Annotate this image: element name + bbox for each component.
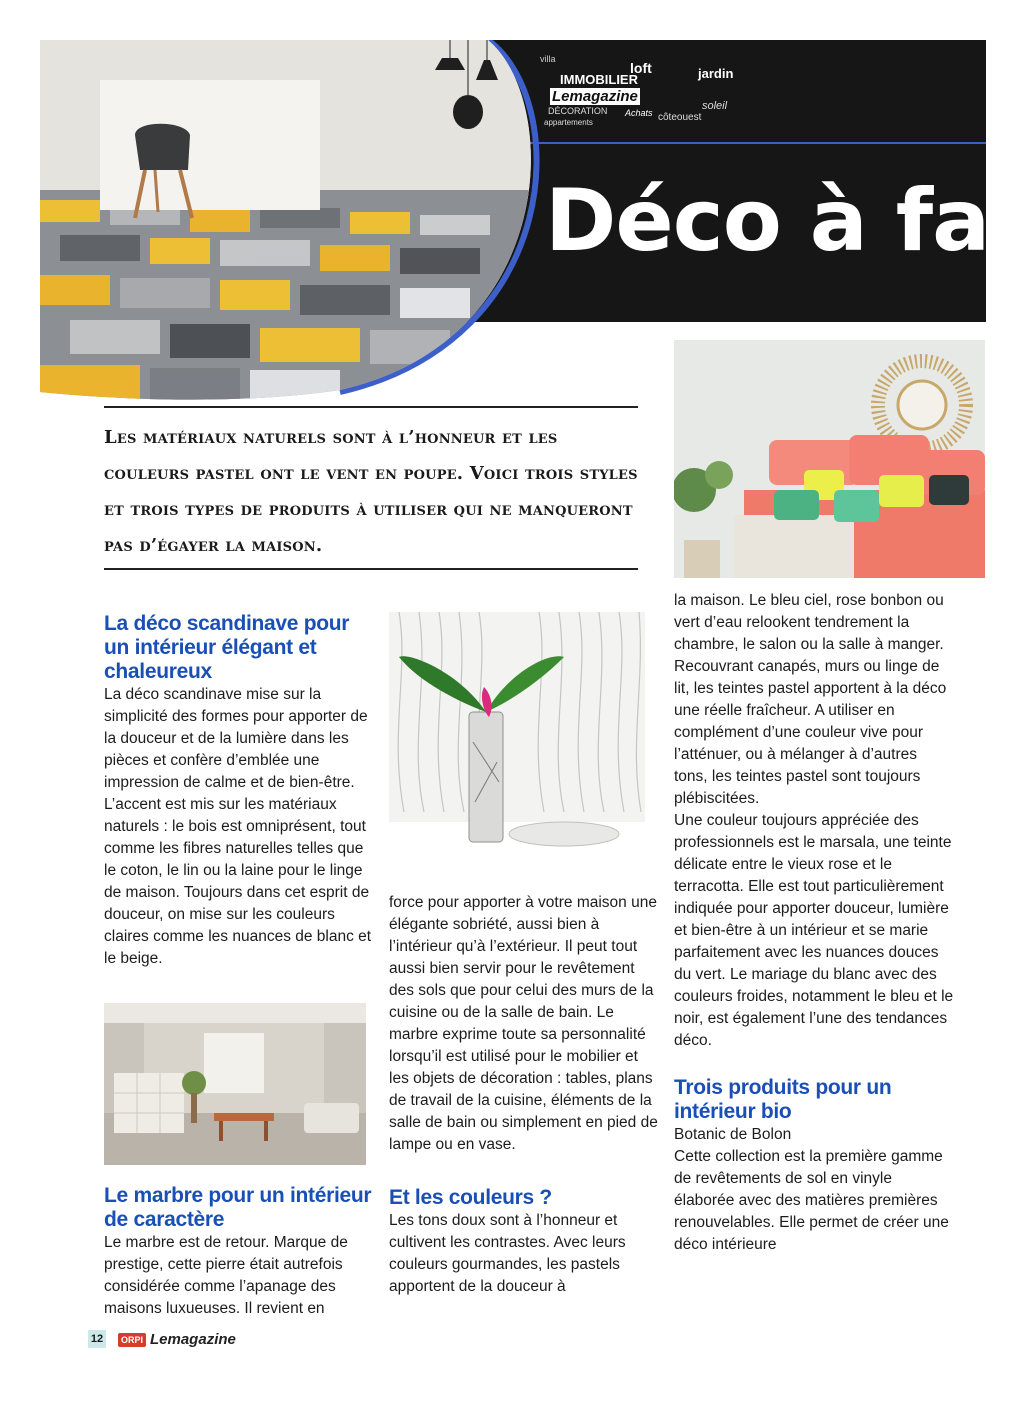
section-heading-marbre: Le marbre pour un intérieur de caractère [104,1184,372,1231]
column-3 [674,590,954,1256]
wordcloud-word: soleil [702,100,728,112]
living-room-photo [104,1003,366,1165]
wordcloud-word: DÉCORATION [548,106,608,116]
section-heading-couleurs: Et les couleurs ? [389,1186,552,1209]
product-name: Botanic de Bolon [674,1126,792,1143]
paragraph-couleurs-start: Les tons doux sont à l’honneur et cultivent les contrastes. Avec leurs couleurs gourmandes, les pastels apportent de la douceur à [389,1212,626,1295]
marble-vase-photo [389,612,645,868]
section-heading-scandinave: La déco scandinave pour un intérieur élégant et chaleureux [104,612,350,683]
wordcloud-word: IMMOBILIER [560,72,638,87]
wordcloud-word: jardin [698,66,734,81]
wordcloud-logo-word: Lemagazine [552,88,638,105]
wordcloud-word: villa [540,54,556,64]
footer-logo-text: Lemagazine [150,1331,236,1348]
paragraph-produit: Cette collection est la première gamme de revêtements de sol en vinyle élaborée avec des matières premières renouvelables. Elle permet de créer une déco intérieure [674,1148,949,1253]
column-1-bottom [104,1184,374,1320]
intro-text: Les matériaux naturels sont à l’honneur et les couleurs pastel ont le vent en poupe. Voici trois styles et trois types de produits à utiliser qui ne manqueront pas d’égayer la maison. [104,427,638,556]
paragraph-scandinave: La déco scandinave mise sur la simplicité des formes pour apporter de la douceur et de la lumière dans les pièces et confère d’emblée une impression de calme et de bien-être. L’accent est mis sur les matériaux naturels : le bois est omniprésent, tout comme les fibres naturelles telles que le coton, le lin ou la laine pour le linge de maison. Toujours dans cet esprit de douceur, on mise sur les couleurs claires comme les nuances de blanc et le beige. [104,686,372,967]
paragraph-couleurs-continued: la maison. Le bleu ciel, rose bonbon ou vert d’eau relookent tendrement la chambre, le salon ou la salle à manger. Recouvrant canapés, murs ou linge de lit, les teintes pastel apportent à la déco une réelle fraîcheur. A utiliser en complément d’une couleur vive pour l’atténuer, ou à mélanger à d’autres tons, les teintes pastel sont toujours plébiscitées. [674,592,947,807]
paragraph-marsala: Une couleur toujours appréciée des professionnels est le marsala, une teinte délicate entre le vieux rose et le terracotta. Elle est tout particulièrement indiquée pour apporter douceur, lumière et bien-être à un intérieur et se marie parfaitement avec les nuances douces du vert. Le mariage du blanc avec des couleurs froides, notamment le bleu et le noir, est également l’une des tendances déco. [674,812,954,1049]
intro-rule-bottom [104,568,638,570]
page-number: 12 [88,1330,106,1348]
page-title: Déco à fa [545,171,990,271]
paragraph-marbre-continued: force pour apporter à votre maison une élégante sobriété, aussi bien à l’intérieur qu’à l’extérieur. Il peut tout aussi bien servir pour le revêtement des sols que pour celui des murs de la cuisine ou de la salle de bain. Le marbre exprime toute sa personnalité lorsqu’il est utilisé pour le mobilier et les objets de décoration : tables, plans de travail de la cuisine, éléments de la salle de bain ou simplement en pied de lampe ou en vase. [389,894,658,1153]
hero-image [40,40,560,400]
wordcloud-word: appartements [544,118,593,127]
bedroom-photo [674,340,985,578]
wordcloud-word: Achats [625,108,653,118]
footer-logo-badge: ORPI [118,1333,146,1347]
header-divider-line [500,142,986,144]
column-1 [104,612,374,970]
wordcloud-word: loft [630,60,652,76]
magazine-wordcloud-logo [530,50,740,130]
wordcloud-word: côteouest [658,112,702,123]
intro-rule-top [104,406,638,408]
column-2 [389,892,659,1298]
paragraph-marbre-start: Le marbre est de retour. Marque de prestige, cette pierre était autrefois considérée comme l’apanage des maisons luxueuses. Il revient en [104,1234,348,1317]
section-heading-produits: Trois produits pour un intérieur bio [674,1076,892,1123]
